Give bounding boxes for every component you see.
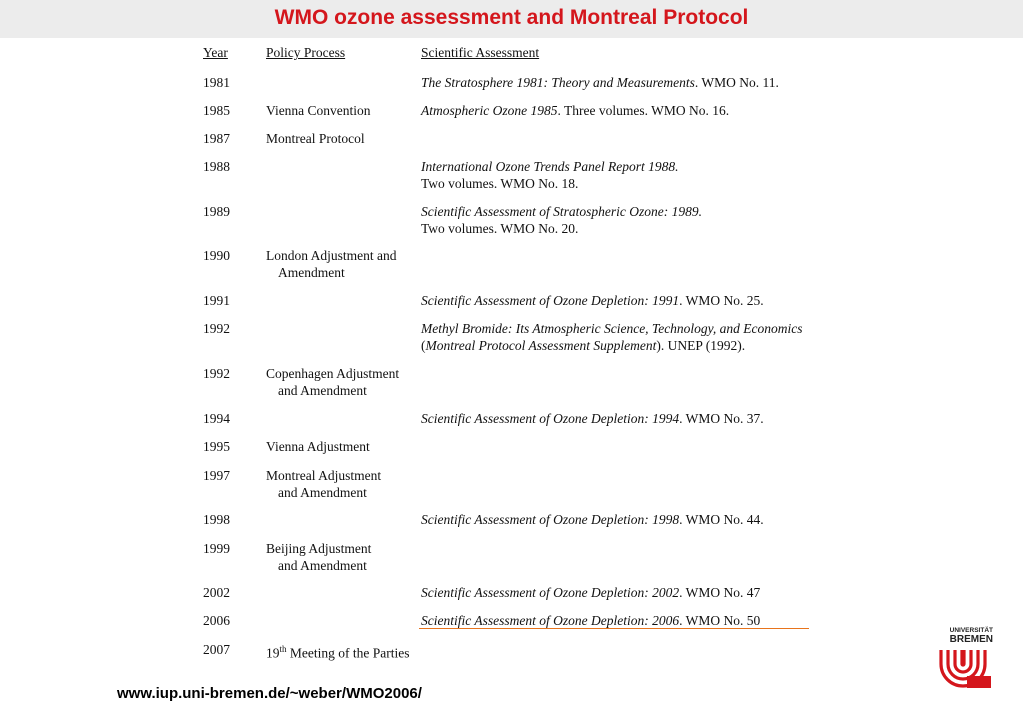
assessment-details: . WMO No. 11. [694,75,779,90]
year-cell: 1997 [203,468,230,483]
logo-block-icon [967,676,991,688]
policy-cell: Montreal Protocol [266,131,365,146]
assessment-details: . WMO No. 47 [679,585,761,600]
logo-text-bremen: BREMEN [949,634,993,645]
year-cell: 2002 [203,585,230,600]
policy-ordinal-suffix: th [279,644,287,654]
assessment-details: Two volumes. WMO No. 18. [421,176,579,191]
assessment-title: Montreal Protocol Assessment Supplement [425,338,657,353]
assessment-details: ). UNEP (1992). [656,338,746,353]
year-cell: 1998 [203,512,230,527]
assessment-title: Methyl Bromide: Its Atmospheric Science, Technology, and Economics [421,321,803,336]
policy-cell [266,641,410,662]
assessment-details: . WMO No. 50 [679,613,761,628]
assessment-cell [421,220,578,237]
header-scientific-assessment: Scientific Assessment [421,45,540,60]
assessment-title: International Ozone Trends Panel Report 1988. [421,159,679,174]
policy-cell: and Amendment [278,383,367,398]
assessment-title: Scientific Assessment of Stratospheric Ozone: 1989. [421,204,702,219]
assessment-prefix: ( [421,338,426,353]
assessment-cell [421,584,760,601]
assessment-cell [421,74,779,91]
university-bremen-logo [933,624,997,690]
assessment-cell [421,511,764,528]
policy-cell: Vienna Convention [266,103,371,118]
assessment-cell [421,102,729,119]
policy-cell: and Amendment [278,485,367,500]
year-cell: 1992 [203,366,230,381]
policy-cell: London Adjustment and [266,248,397,263]
assessment-details: . WMO No. 37. [679,411,764,426]
page-title: WMO ozone assessment and Montreal Protocol [274,6,749,29]
year-cell: 1987 [203,131,230,146]
assessment-cell [421,175,578,192]
policy-ordinal: 19 [266,645,280,661]
assessment-cell [421,612,760,629]
policy-cell: and Amendment [278,558,367,573]
assessment-details: . WMO No. 25. [679,293,764,308]
year-cell: 1992 [203,321,230,336]
year-cell: 1991 [203,293,230,308]
policy-cell: Montreal Adjustment [266,468,382,483]
assessment-cell [421,337,745,354]
assessment-cell [421,410,764,427]
assessment-title: Scientific Assessment of Ozone Depletion: 1991 [421,293,680,308]
year-cell: 1989 [203,204,230,219]
policy-text: Meeting of the Parties [286,645,410,661]
assessment-cell [421,158,678,175]
year-cell: 2007 [203,642,230,657]
year-cell: 1995 [203,439,230,454]
year-cell: 1988 [203,159,230,174]
assessment-title: Scientific Assessment of Ozone Depletion: 1994 [421,411,680,426]
assessment-cell [421,203,702,220]
year-cell: 1994 [203,411,230,426]
assessment-title: Scientific Assessment of Ozone Depletion: 1998 [421,512,680,527]
year-cell: 1981 [203,75,230,90]
logo-text-universitaet: UNIVERSITÄT [949,627,993,634]
assessment-title: The Stratosphere 1981: Theory and Measurements [421,75,695,90]
year-cell: 1985 [203,103,230,118]
policy-cell: Vienna Adjustment [266,439,370,454]
assessment-title: Scientific Assessment of Ozone Depletion: 2002 [421,585,680,600]
assessment-details: . WMO No. 44. [679,512,764,527]
policy-cell: Beijing Adjustment [266,541,372,556]
policy-cell: Amendment [278,265,345,280]
source-url: www.iup.uni-bremen.de/~weber/WMO2006/ [117,685,422,702]
highlight-underline [419,628,809,629]
assessment-cell [421,320,803,337]
policy-cell: Copenhagen Adjustment [266,366,400,381]
year-cell: 2006 [203,613,230,628]
header-year: Year [203,45,228,60]
assessment-title: Scientific Assessment of Ozone Depletion: 2006 [421,613,680,628]
year-cell: 1990 [203,248,230,263]
header-policy-process: Policy Process [266,45,346,60]
assessment-details: Two volumes. WMO No. 20. [421,221,579,236]
assessment-title: Atmospheric Ozone 1985 [421,103,558,118]
assessment-cell [421,292,764,309]
assessment-details: . Three volumes. WMO No. 16. [557,103,730,118]
year-cell: 1999 [203,541,230,556]
